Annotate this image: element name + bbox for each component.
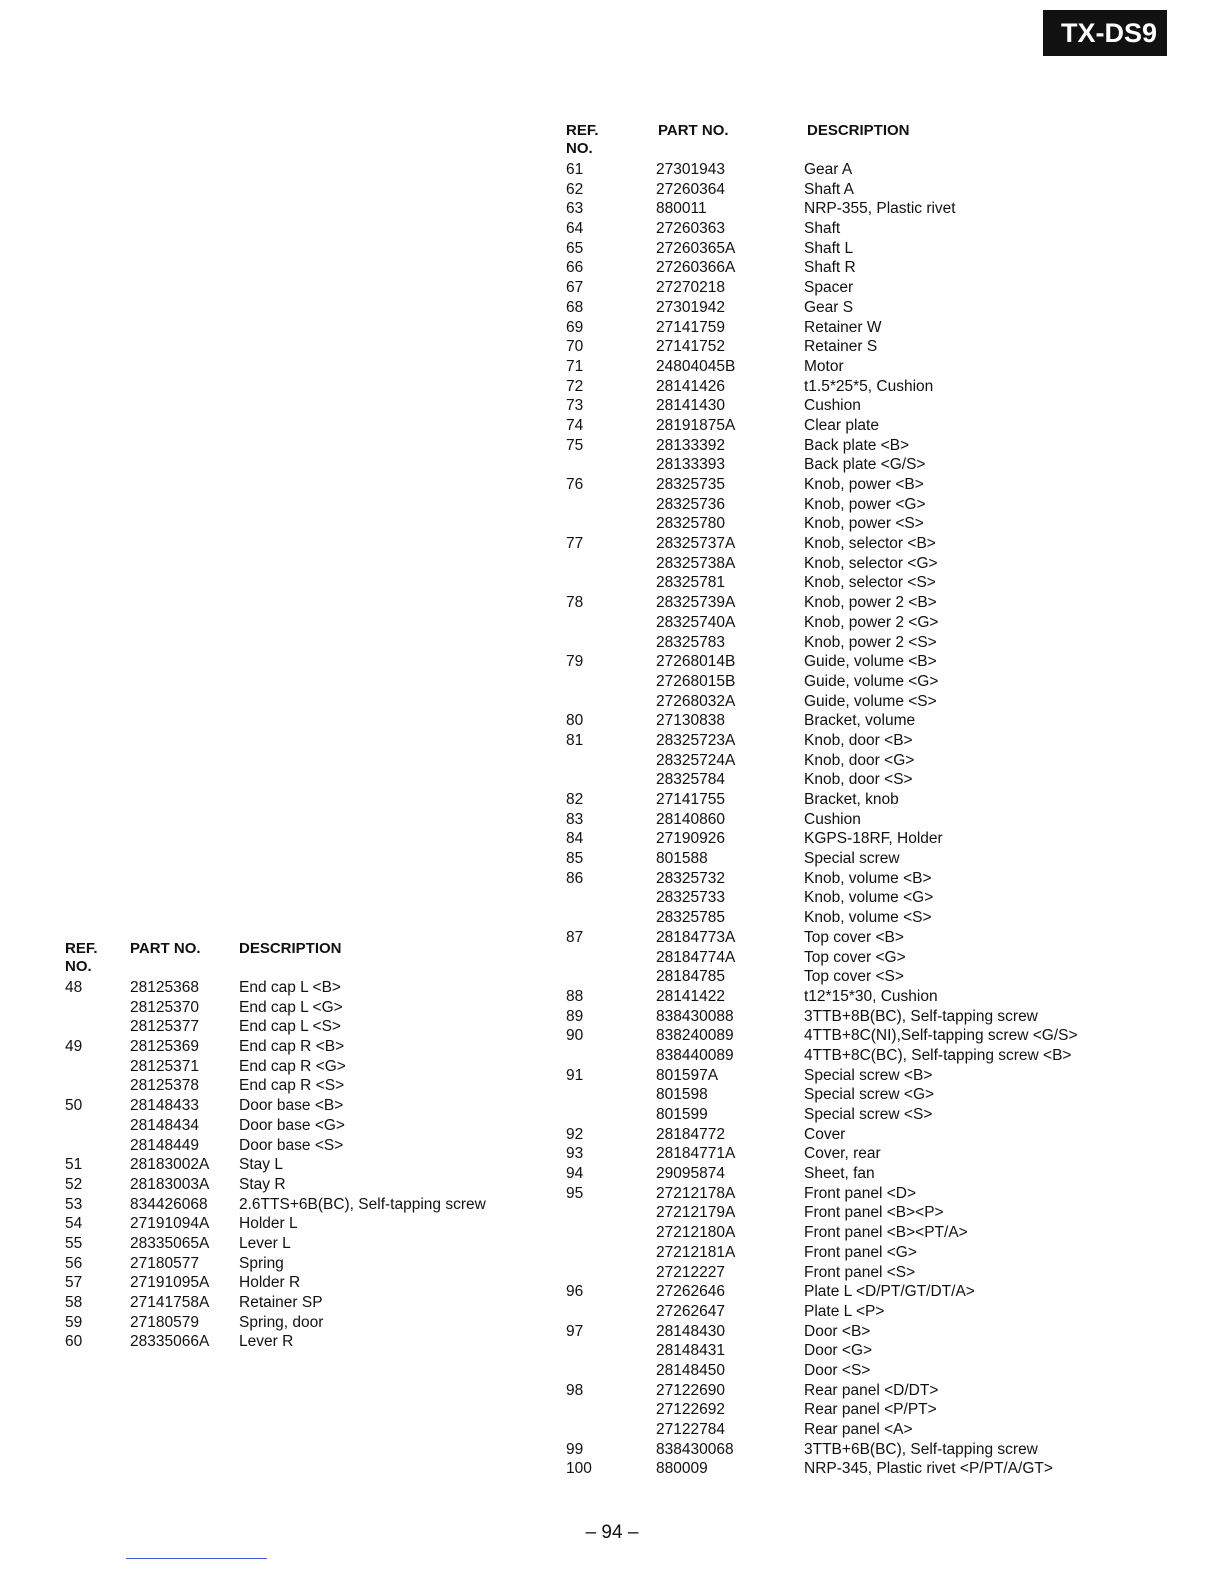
- cell-desc: Plate L <D/PT/GT/DT/A>: [804, 1283, 975, 1301]
- cell-desc: Spring, door: [239, 1313, 324, 1331]
- cell-part: 28325724A: [656, 751, 736, 769]
- col-desc-header: DESCRIPTION: [239, 940, 342, 957]
- cell-desc: Motor: [804, 357, 844, 375]
- cell-part: 27212180A: [656, 1224, 736, 1242]
- cell-part: 838240089: [656, 1027, 734, 1045]
- cell-desc: 3TTB+8B(BC), Self-tapping screw: [804, 1007, 1038, 1025]
- cell-desc: 4TTB+8C(BC), Self-tapping screw <B>: [804, 1046, 1072, 1064]
- cell-part: 28140860: [656, 810, 725, 828]
- cell-part: 880011: [656, 200, 707, 218]
- cell-desc: Special screw: [804, 850, 900, 868]
- model-label: TX-DS9: [1043, 10, 1167, 56]
- cell-desc: Rear panel <A>: [804, 1421, 913, 1438]
- cell-desc: Knob, door <G>: [804, 751, 915, 769]
- cell-part: 27212181A: [656, 1243, 736, 1261]
- cell-ref: 85: [566, 850, 584, 868]
- cell-desc: Retainer S: [804, 338, 878, 356]
- cell-desc: Knob, power <B>: [804, 476, 924, 493]
- cell-desc: Knob, selector <S>: [804, 574, 936, 592]
- cell-ref: 67: [566, 279, 584, 297]
- cell-ref: 100: [566, 1460, 592, 1478]
- cell-ref: 55: [65, 1234, 83, 1252]
- cell-part: 27141755: [656, 791, 725, 808]
- cell-desc: Shaft: [804, 220, 841, 238]
- cell-part: 27180579: [130, 1313, 199, 1331]
- cell-ref: 81: [566, 731, 584, 749]
- cell-desc: KGPS-18RF, Holder: [804, 830, 943, 848]
- cell-desc: Clear plate: [804, 416, 879, 434]
- cell-part: 28325723A: [656, 731, 736, 749]
- cell-desc: Retainer W: [804, 318, 882, 336]
- cell-part: 28184772: [656, 1125, 725, 1143]
- cell-ref: 80: [566, 712, 584, 730]
- cell-ref: 82: [566, 791, 584, 808]
- cell-ref: 76: [566, 476, 584, 493]
- cell-desc: Rear panel <P/PT>: [804, 1401, 937, 1419]
- cell-ref: 56: [65, 1254, 83, 1272]
- cell-part: 27260364: [656, 180, 725, 198]
- cell-part: 28141422: [656, 987, 725, 1005]
- cell-ref: 59: [65, 1313, 83, 1331]
- cell-desc: Shaft A: [804, 180, 854, 198]
- col-ref-header: REF. NO.: [65, 940, 98, 975]
- cell-ref: 86: [566, 869, 584, 887]
- cell-desc: Special screw <G>: [804, 1086, 935, 1104]
- cell-desc: Plate L <P>: [804, 1302, 885, 1320]
- cell-desc: Special screw <S>: [804, 1106, 933, 1123]
- cell-desc: Front panel <G>: [804, 1243, 917, 1261]
- cell-ref: 73: [566, 397, 584, 415]
- cell-part: 27301943: [656, 161, 725, 178]
- cell-part: 27122690: [656, 1381, 725, 1399]
- cell-ref: 54: [65, 1215, 83, 1233]
- cell-desc: Bracket, volume: [804, 712, 916, 730]
- cell-part: 28335065A: [130, 1234, 210, 1252]
- cell-ref: 77: [566, 535, 584, 553]
- cell-ref: 90: [566, 1027, 584, 1045]
- cell-part: 28325736: [656, 495, 725, 513]
- cell-desc: Knob, power <G>: [804, 495, 926, 513]
- cell-part: 28148434: [130, 1116, 199, 1134]
- cell-ref: 74: [566, 416, 584, 434]
- cell-ref: 98: [566, 1381, 584, 1399]
- cell-part: 27268032A: [656, 692, 736, 710]
- cell-desc: Door <S>: [804, 1361, 871, 1379]
- cell-part: 880009: [656, 1460, 708, 1478]
- cell-desc: Bracket, knob: [804, 791, 899, 808]
- cell-desc: Cover, rear: [804, 1145, 881, 1163]
- cell-part: 28325785: [656, 909, 725, 927]
- cell-part: 28125369: [130, 1038, 199, 1056]
- cell-part: 28325739A: [656, 594, 736, 612]
- cell-part: 28133392: [656, 436, 725, 454]
- cell-part: 801597A: [656, 1066, 719, 1084]
- cell-ref: 95: [566, 1184, 584, 1202]
- col-part-header: PART NO.: [658, 122, 729, 139]
- cell-part: 27130838: [656, 712, 725, 730]
- cell-desc: NRP-355, Plastic rivet: [804, 200, 956, 218]
- cell-part: 28325737A: [656, 535, 736, 553]
- cell-part: 27260363: [656, 220, 725, 238]
- cell-desc: Knob, power <S>: [804, 515, 924, 533]
- cell-part: 28183003A: [130, 1175, 210, 1193]
- cell-ref: 88: [566, 987, 584, 1005]
- cell-ref: 66: [566, 259, 584, 277]
- cell-desc: Knob, power 2 <S>: [804, 633, 937, 651]
- cell-part: 27262647: [656, 1302, 725, 1320]
- footer-rule: [126, 1558, 267, 1559]
- cell-desc: Knob, door <B>: [804, 731, 913, 749]
- cell-part: 28148431: [656, 1342, 725, 1360]
- cell-ref: 94: [566, 1165, 584, 1183]
- cell-desc: Shaft R: [804, 259, 856, 277]
- cell-desc: t12*15*30, Cushion: [804, 987, 938, 1005]
- cell-desc: Door <B>: [804, 1322, 871, 1340]
- cell-part: 27141759: [656, 318, 725, 336]
- cell-desc: Stay R: [239, 1175, 286, 1193]
- cell-ref: 65: [566, 239, 584, 257]
- cell-ref: 70: [566, 338, 584, 356]
- cell-desc: Knob, volume <S>: [804, 909, 932, 927]
- cell-part: 28325784: [656, 771, 725, 789]
- cell-desc: End cap L <G>: [239, 998, 343, 1016]
- cell-ref: 62: [566, 180, 584, 198]
- cell-part: 27191095A: [130, 1274, 210, 1292]
- cell-desc: Top cover <B>: [804, 928, 904, 946]
- cell-part: 28325740A: [656, 613, 736, 631]
- cell-desc: Rear panel <D/DT>: [804, 1381, 939, 1399]
- cell-part: 27260366A: [656, 259, 736, 277]
- cell-part: 27301942: [656, 298, 725, 316]
- cell-ref: 61: [566, 161, 584, 178]
- cell-ref: 63: [566, 200, 584, 218]
- cell-part: 28141430: [656, 397, 725, 415]
- cell-part: 28335066A: [130, 1333, 210, 1351]
- cell-desc: Front panel <D>: [804, 1184, 917, 1202]
- cell-desc: t1.5*25*5, Cushion: [804, 377, 934, 395]
- cell-desc: Lever L: [239, 1234, 291, 1252]
- cell-part: 27191094A: [130, 1215, 210, 1233]
- cell-desc: Back plate <G/S>: [804, 456, 926, 474]
- cell-part: 28125378: [130, 1077, 199, 1095]
- cell-part: 28184771A: [656, 1145, 736, 1163]
- cell-desc: Sheet, fan: [804, 1165, 875, 1183]
- cell-desc: End cap R <S>: [239, 1077, 345, 1095]
- cell-part: 27270218: [656, 279, 725, 297]
- cell-part: 27212179A: [656, 1204, 736, 1222]
- cell-part: 27268015B: [656, 672, 736, 690]
- cell-part: 28125371: [130, 1057, 199, 1075]
- cell-desc: Knob, volume <G>: [804, 889, 934, 907]
- cell-desc: Knob, door <S>: [804, 771, 913, 789]
- cell-ref: 49: [65, 1038, 83, 1056]
- cell-part: 838430088: [656, 1007, 734, 1025]
- cell-desc: Top cover <G>: [804, 948, 906, 966]
- cell-ref: 72: [566, 377, 584, 395]
- cell-part: 27268014B: [656, 653, 736, 671]
- cell-desc: 4TTB+8C(NI),Self-tapping screw <G/S>: [804, 1027, 1078, 1045]
- cell-ref: 57: [65, 1274, 83, 1292]
- cell-desc: Guide, volume <G>: [804, 672, 939, 690]
- cell-part: 28125368: [130, 979, 199, 996]
- cell-ref: 75: [566, 436, 584, 454]
- cell-desc: Door <G>: [804, 1342, 873, 1360]
- cell-part: 801599: [656, 1106, 708, 1123]
- cell-part: 838440089: [656, 1046, 734, 1064]
- cell-part: 28325735: [656, 476, 725, 493]
- cell-ref: 69: [566, 318, 584, 336]
- cell-part: 28184773A: [656, 928, 736, 946]
- cell-ref: 99: [566, 1440, 584, 1458]
- cell-part: 27212178A: [656, 1184, 736, 1202]
- cell-part: 27262646: [656, 1283, 725, 1301]
- cell-desc: Knob, power 2 <B>: [804, 594, 937, 612]
- cell-desc: Stay L: [239, 1156, 283, 1174]
- cell-desc: Retainer SP: [239, 1294, 323, 1311]
- cell-part: 27212227: [656, 1263, 725, 1281]
- cell-ref: 92: [566, 1125, 584, 1143]
- cell-desc: Cushion: [804, 397, 861, 415]
- cell-part: 28191875A: [656, 416, 736, 434]
- cell-ref: 93: [566, 1145, 584, 1163]
- cell-ref: 68: [566, 298, 584, 316]
- cell-part: 27122784: [656, 1421, 725, 1438]
- cell-desc: Door base <B>: [239, 1097, 344, 1115]
- cell-desc: Knob, selector <G>: [804, 554, 938, 572]
- cell-desc: Back plate <B>: [804, 436, 910, 454]
- cell-ref: 48: [65, 979, 83, 996]
- cell-desc: 2.6TTS+6B(BC), Self-tapping screw: [239, 1195, 486, 1213]
- cell-ref: 51: [65, 1156, 83, 1174]
- cell-desc: Gear S: [804, 298, 854, 316]
- cell-desc: 3TTB+6B(BC), Self-tapping screw: [804, 1440, 1038, 1458]
- cell-desc: NRP-345, Plastic rivet <P/PT/A/GT>: [804, 1460, 1053, 1478]
- cell-desc: Front panel <B><P>: [804, 1204, 944, 1222]
- cell-desc: Spacer: [804, 279, 854, 297]
- cell-part: 27122692: [656, 1401, 725, 1419]
- cell-part: 24804045B: [656, 357, 736, 375]
- cell-part: 28325732: [656, 869, 725, 887]
- cell-ref: 58: [65, 1294, 83, 1311]
- cell-part: 29095874: [656, 1165, 725, 1183]
- cell-part: 28133393: [656, 456, 725, 474]
- cell-ref: 71: [566, 357, 584, 375]
- cell-desc: Gear A: [804, 161, 853, 178]
- cell-part: 27141758A: [130, 1294, 210, 1311]
- cell-ref: 89: [566, 1007, 584, 1025]
- cell-part: 28183002A: [130, 1156, 210, 1174]
- col-part-header: PART NO.: [130, 940, 201, 957]
- cell-desc: Knob, power 2 <G>: [804, 613, 939, 631]
- cell-part: 28184774A: [656, 948, 736, 966]
- cell-desc: Special screw <B>: [804, 1066, 933, 1084]
- cell-part: 28184785: [656, 968, 725, 986]
- cell-part: 28148449: [130, 1136, 199, 1154]
- cell-ref: 83: [566, 810, 584, 828]
- cell-part: 28325781: [656, 574, 725, 592]
- cell-desc: Top cover <S>: [804, 968, 904, 986]
- cell-part: 28325783: [656, 633, 725, 651]
- cell-part: 28148433: [130, 1097, 199, 1115]
- cell-ref: 96: [566, 1283, 584, 1301]
- cell-part: 801588: [656, 850, 708, 868]
- cell-part: 28125377: [130, 1018, 199, 1036]
- cell-ref: 91: [566, 1066, 584, 1084]
- cell-part: 28325738A: [656, 554, 736, 572]
- cell-part: 834426068: [130, 1195, 208, 1213]
- cell-desc: Door base <G>: [239, 1116, 345, 1134]
- cell-desc: End cap L <S>: [239, 1018, 341, 1036]
- cell-desc: Front panel <B><PT/A>: [804, 1224, 968, 1242]
- cell-ref: 78: [566, 594, 584, 612]
- page-number: – 94 –: [585, 1522, 639, 1543]
- cell-part: 28148430: [656, 1322, 725, 1340]
- cell-desc: Holder R: [239, 1274, 301, 1292]
- col-ref-header: REF. NO.: [566, 122, 599, 157]
- cell-desc: Knob, volume <B>: [804, 869, 932, 887]
- cell-desc: End cap R <G>: [239, 1057, 346, 1075]
- cell-desc: Cushion: [804, 810, 861, 828]
- cell-ref: 50: [65, 1097, 83, 1115]
- cell-desc: End cap R <B>: [239, 1038, 345, 1056]
- cell-ref: 60: [65, 1333, 83, 1351]
- cell-part: 28125370: [130, 998, 199, 1016]
- cell-part: 27180577: [130, 1254, 199, 1272]
- cell-part: 27141752: [656, 338, 725, 356]
- cell-part: 801598: [656, 1086, 708, 1104]
- cell-ref: 79: [566, 653, 584, 671]
- cell-desc: Shaft L: [804, 239, 854, 257]
- col-desc-header: DESCRIPTION: [807, 122, 910, 139]
- cell-desc: Guide, volume <B>: [804, 653, 937, 671]
- cell-ref: 97: [566, 1322, 584, 1340]
- cell-desc: Knob, selector <B>: [804, 535, 936, 553]
- cell-desc: End cap L <B>: [239, 979, 341, 996]
- cell-part: 27190926: [656, 830, 725, 848]
- cell-ref: 87: [566, 928, 584, 946]
- cell-desc: Holder L: [239, 1215, 298, 1233]
- cell-desc: Front panel <S>: [804, 1263, 916, 1281]
- cell-part: 28325780: [656, 515, 725, 533]
- cell-part: 28141426: [656, 377, 725, 395]
- cell-desc: Door base <S>: [239, 1136, 344, 1154]
- cell-ref: 64: [566, 220, 584, 238]
- cell-ref: 84: [566, 830, 584, 848]
- cell-part: 28325733: [656, 889, 725, 907]
- cell-part: 27260365A: [656, 239, 736, 257]
- cell-part: 28148450: [656, 1361, 725, 1379]
- cell-part: 838430068: [656, 1440, 734, 1458]
- cell-desc: Cover: [804, 1125, 846, 1143]
- cell-desc: Spring: [239, 1254, 284, 1272]
- cell-desc: Guide, volume <S>: [804, 692, 937, 710]
- cell-desc: Lever R: [239, 1333, 294, 1351]
- cell-ref: 53: [65, 1195, 83, 1213]
- cell-ref: 52: [65, 1175, 83, 1193]
